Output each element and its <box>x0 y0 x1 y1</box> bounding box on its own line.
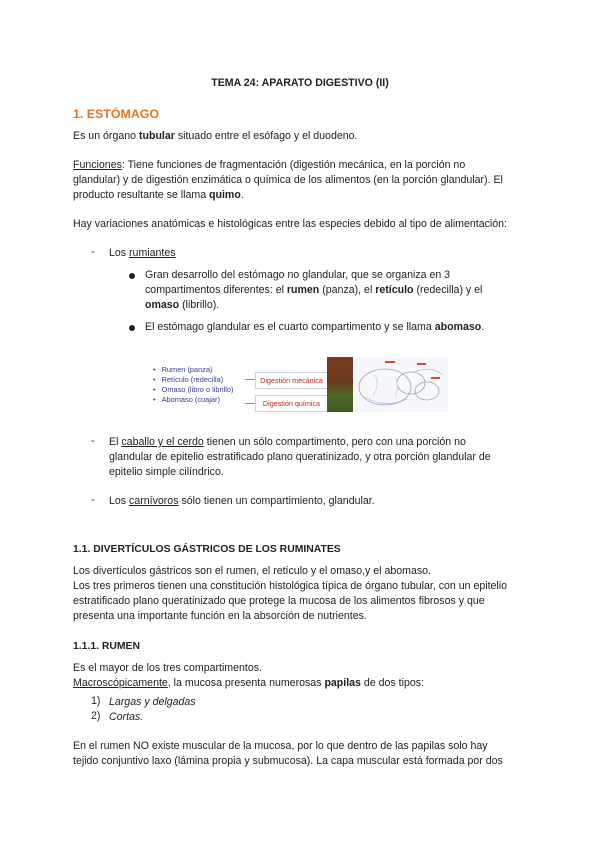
bullet2-period: . <box>481 321 485 333</box>
bullet1-line1: Gran desarrollo del estómago no glandular, que se organiza en 3 <box>145 269 451 281</box>
compartment-list <box>153 365 233 405</box>
rumiantes-prefix: Los <box>109 247 130 259</box>
connector-line <box>245 403 255 404</box>
horse-line3: epitelio simple cilíndrico. <box>109 466 224 478</box>
page-title: TEMA 24: APARATO DIGESTIVO (II) <box>211 77 389 89</box>
variations-line: Hay variaciones anatómicas e histológicas entre las especies debido al tipo de alimentación: <box>73 218 508 230</box>
carnivores-text: sólo tienen un compartimiento, glandular. <box>178 495 375 507</box>
rumen-para-line2: tejido conjuntivo laxo (lámina propia y submucosa). La capa muscular está formada por dos <box>73 755 503 767</box>
functions-period: . <box>240 189 244 201</box>
connector-line <box>245 379 255 380</box>
macro-text-end: de dos tipos: <box>360 677 424 689</box>
bullet1-line2 <box>145 283 482 298</box>
reticulo-bold: retículo <box>375 284 414 296</box>
stomach-sketch-image <box>355 357 448 412</box>
bullet1-panza: (panza), el <box>319 284 376 296</box>
list-item-cortas: Cortas. <box>109 711 144 723</box>
bullet-icon <box>129 325 135 331</box>
mechanical-digestion-label: Digestión mecánica <box>255 372 328 389</box>
intro-bold: tubular <box>138 130 175 142</box>
section-heading-estomago: 1. ESTÓMAGO <box>73 107 160 121</box>
rumiantes-line <box>109 246 176 261</box>
functions-line-2: glandular) y de digestión enzimática o química de los alimentos (en la porción glandular). El <box>73 174 503 186</box>
papilas-bold: papilas <box>324 677 361 689</box>
cow-photo-image <box>327 357 353 412</box>
rumen-para-line1: En el rumen NO existe muscular de la mucosa, por lo que dentro de las papilas solo hay <box>73 740 488 752</box>
dash-marker: - <box>91 246 95 258</box>
functions-line-3-text: producto resultante se llama <box>73 189 210 201</box>
diverticulos-line3: estratificado plano queratinizado que protege la mucosa de los alimentos fibrosos y que <box>73 595 485 607</box>
rumiantes-underlined: rumiantes <box>129 247 176 259</box>
functions-line-3 <box>73 188 244 203</box>
horse-prefix: El <box>109 436 122 448</box>
dash-marker: - <box>91 435 95 447</box>
functions-label: Funciones <box>73 159 122 171</box>
compartment-item: • Retículo (redecilla) <box>153 375 233 385</box>
diverticulos-line4: presenta una importante función en la absorción de nutrientes. <box>73 610 367 622</box>
horse-line1-text: tienen un sólo compartimento, pero con una porción no <box>203 436 466 448</box>
intro-text-end: situado entre el esófago y el duodeno. <box>174 130 358 142</box>
horse-underlined: caballo y el cerdo <box>121 436 204 448</box>
abomaso-bold: abomaso <box>434 321 482 333</box>
horse-line1 <box>109 435 466 450</box>
quimo-bold: quimo <box>209 189 241 201</box>
section-heading-rumen: 1.1.1. RUMEN <box>73 641 140 652</box>
functions-text: : Tiene funciones de fragmentación (digestión mecánica, en la porción no <box>121 159 466 171</box>
macro-text: , la mucosa presenta numerosas <box>167 677 325 689</box>
compartment-item: • Rumen (panza) <box>153 365 233 375</box>
bullet1-librillo: (librillo). <box>179 299 220 311</box>
horse-line2: glandular de epitelio estratificado plano queratinizado, y otra porción glandular de <box>109 451 491 463</box>
bullet2-text: El estómago glandular es el cuarto compartimento y se llama <box>145 321 435 333</box>
bullet1-redecilla: (redecilla) y el <box>413 284 483 296</box>
bullet1-line3 <box>145 298 219 313</box>
bullet-icon <box>129 273 135 279</box>
carnivores-prefix: Los <box>109 495 130 507</box>
list-number: 2) <box>91 710 101 722</box>
stomach-diagram-figure <box>143 357 448 412</box>
bullet1-text: compartimentos diferentes: el <box>145 284 287 296</box>
macro-label: Macroscópicamente <box>73 677 168 689</box>
dash-marker: - <box>91 494 95 506</box>
chemical-digestion-label: Digestión química <box>255 395 328 412</box>
rumen-line2 <box>73 676 424 691</box>
intro-line <box>73 129 357 144</box>
list-item-largas: Largas y delgadas <box>109 696 196 708</box>
list-number: 1) <box>91 695 101 707</box>
compartment-item: • Omaso (libro o librillo) <box>153 385 233 395</box>
functions-line-1 <box>73 158 465 173</box>
rumen-line1: Es el mayor de los tres compartimentos. <box>73 662 262 674</box>
compartment-item: • Abomaso (cuajar) <box>153 395 233 405</box>
rumen-bold: rumen <box>286 284 320 296</box>
bullet2-line <box>145 320 484 335</box>
carnivores-line <box>109 494 375 509</box>
carnivores-underlined: carnívoros <box>129 495 179 507</box>
section-heading-diverticulos: 1.1. DIVERTÍCULOS GÁSTRICOS DE LOS RUMINATES <box>73 544 341 555</box>
diverticulos-line1: Los divertículos gástricos son el rumen, el retículo y el omaso,y el abomaso. <box>73 565 431 577</box>
intro-text: Es un órgano <box>73 130 139 142</box>
omaso-bold: omaso <box>145 299 180 311</box>
diverticulos-line2: Los tres primeros tienen una constitución histológica típica de órgano tubular, con un epitelio <box>73 580 508 592</box>
